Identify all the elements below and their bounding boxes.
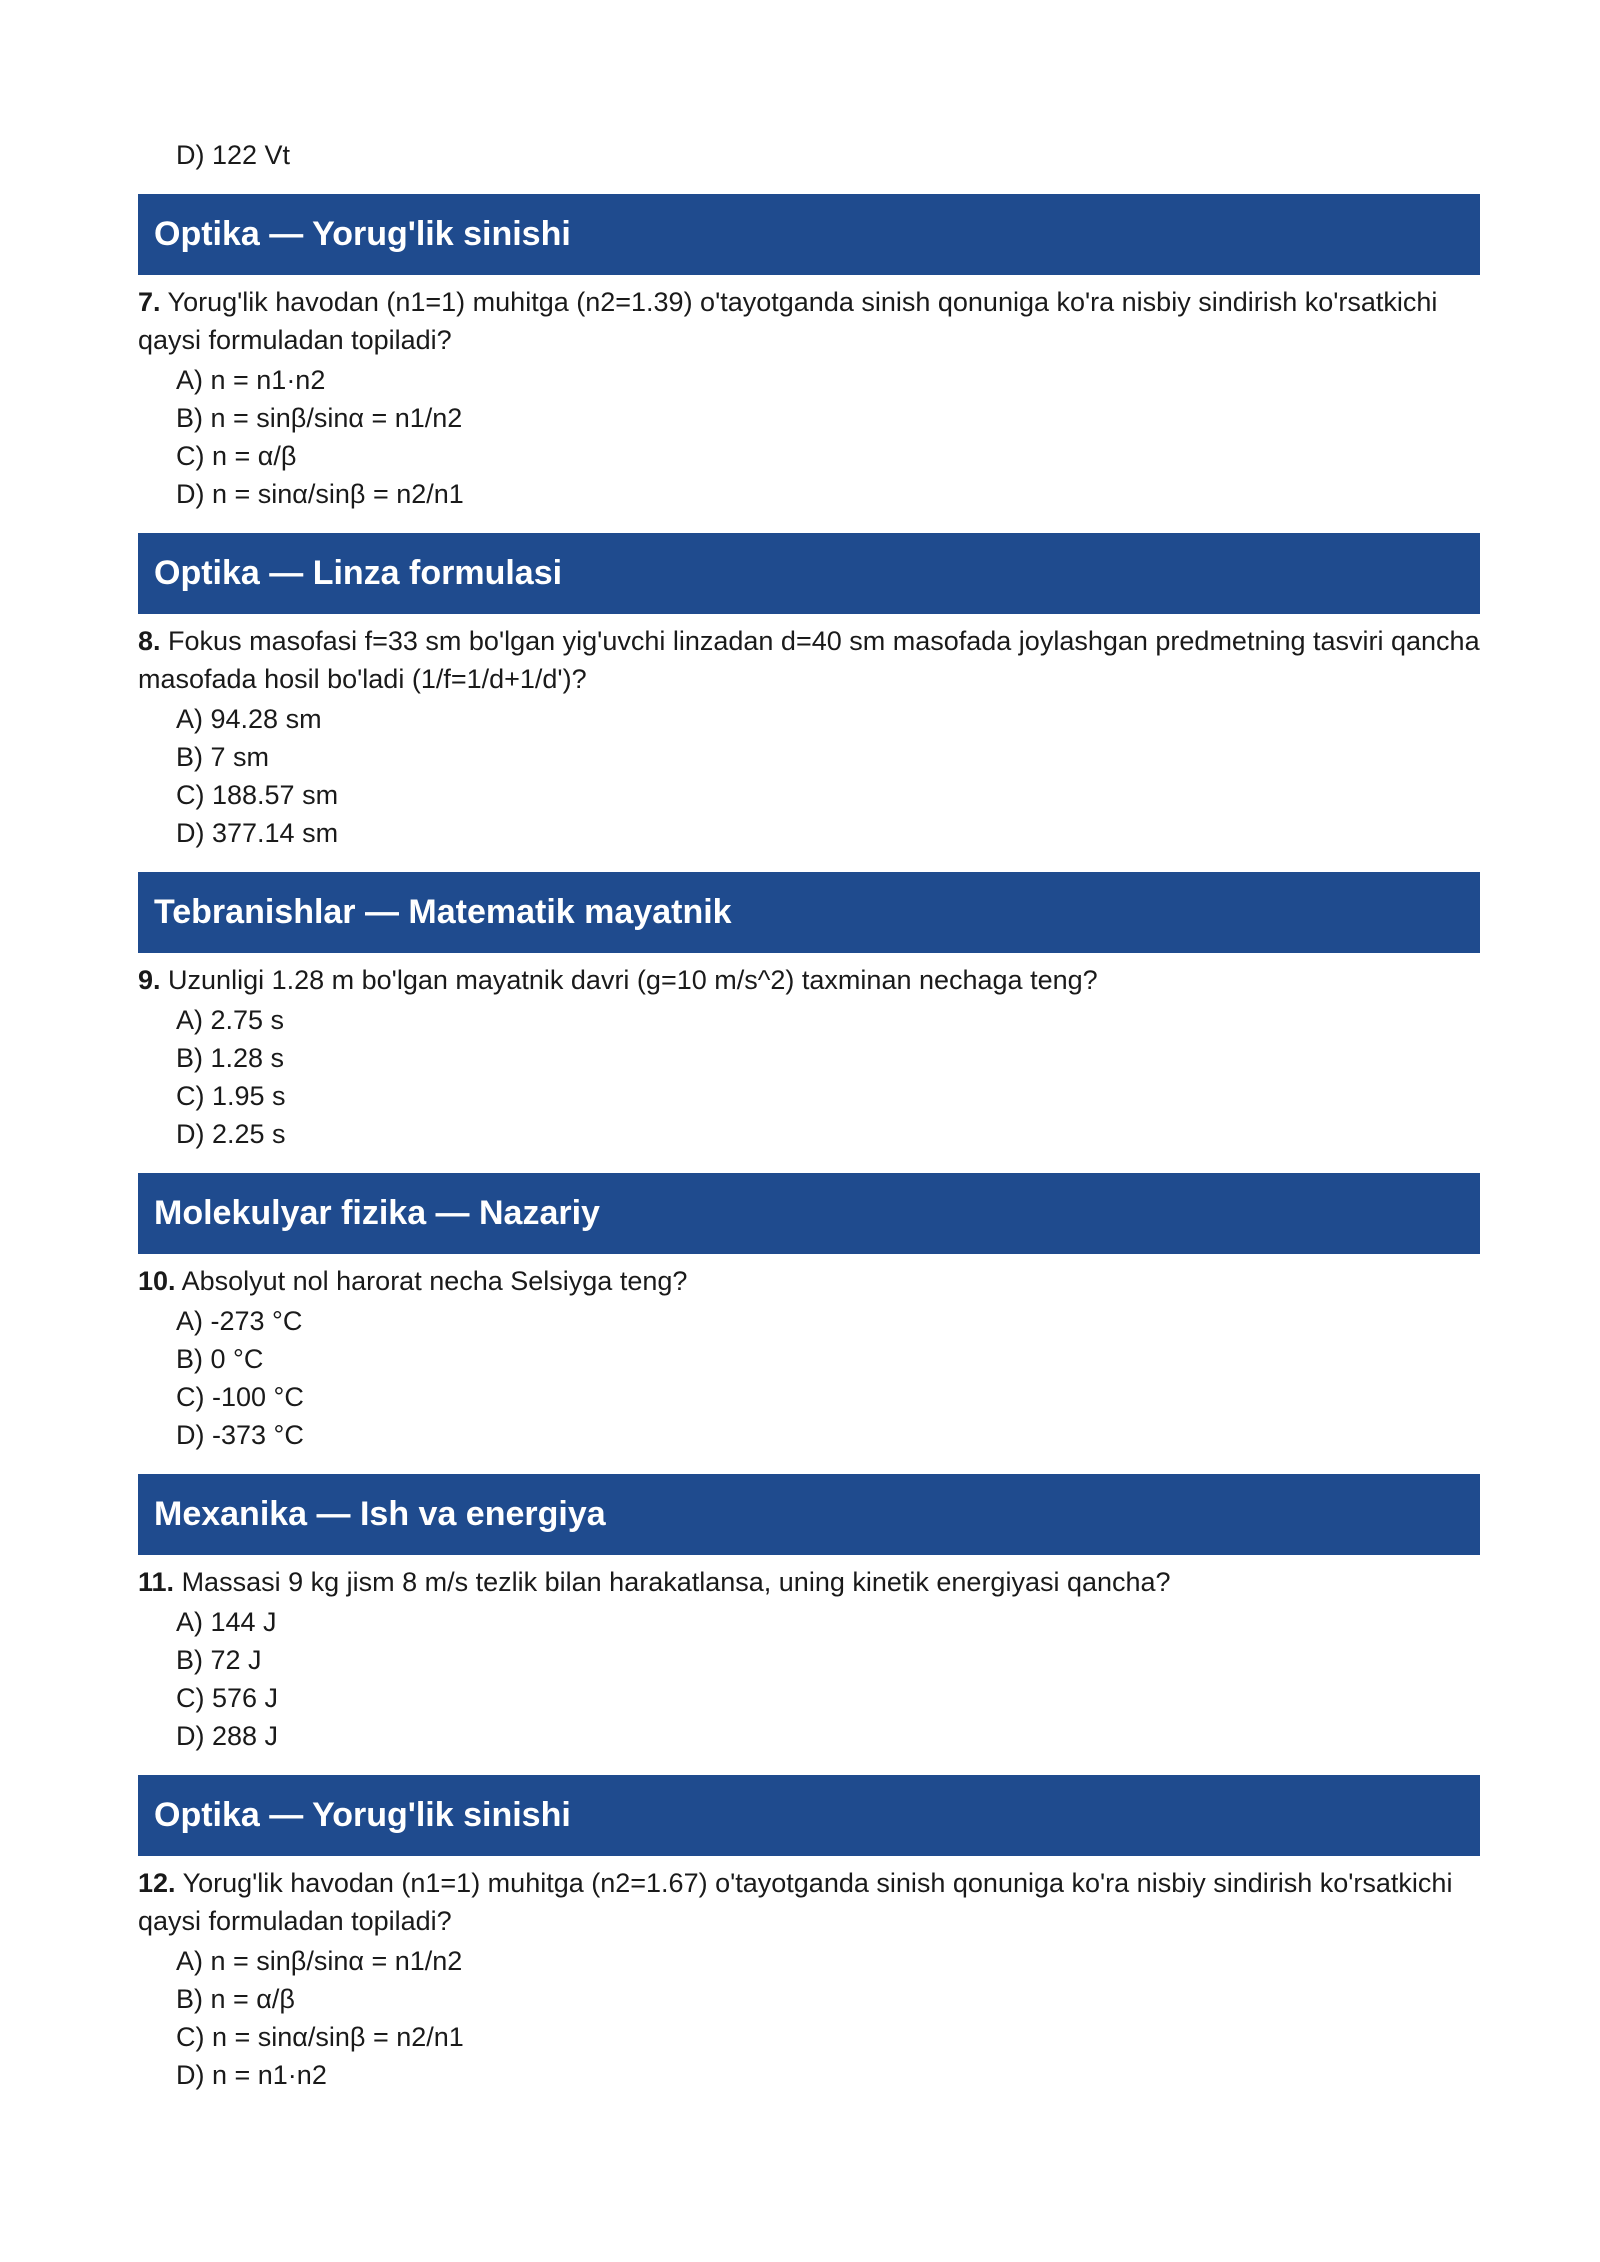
answer-options	[138, 361, 1480, 513]
question-body: Absolyut nol harorat necha Selsiyga teng?	[181, 1266, 688, 1296]
question-block	[138, 194, 1480, 513]
answer-option: C) n = sinα/sinβ = n2/n1	[176, 2022, 464, 2052]
answer-option: B) 7 sm	[176, 742, 270, 772]
answer-option: D) n = n1·n2	[176, 2060, 327, 2090]
answer-option: A) 144 J	[176, 1607, 277, 1637]
question-body: Uzunligi 1.28 m bo'lgan mayatnik davri (g=10 m/s^2) taxminan nechaga teng?	[168, 965, 1098, 995]
answer-option: D) n = sinα/sinβ = n2/n1	[176, 479, 464, 509]
answer-option: B) n = α/β	[176, 1984, 295, 2014]
answer-option: B) n = sinβ/sinα = n1/n2	[176, 403, 463, 433]
question-text	[138, 283, 1480, 359]
answer-option: A) 2.75 s	[176, 1005, 285, 1035]
answer-option: A) n = sinβ/sinα = n1/n2	[176, 1946, 463, 1976]
answer-option: A) n = n1·n2	[176, 365, 326, 395]
question-body: Yorug'lik havodan (n1=1) muhitga (n2=1.39) o'tayotganda sinish qonuniga ko'ra nisbiy sindirish ko'rsatkichi qaysi formuladan topiladi?	[138, 287, 1438, 355]
document-page	[138, 136, 1480, 2114]
question-block	[138, 1474, 1480, 1755]
answer-option: A) -273 °C	[176, 1306, 303, 1336]
question-text	[138, 1563, 1480, 1601]
question-number: 7.	[138, 287, 161, 317]
question-number: 9.	[138, 965, 161, 995]
section-header: Optika — Yorug'lik sinishi	[138, 1775, 1480, 1856]
section-header: Mexanika — Ish va energiya	[138, 1474, 1480, 1555]
answer-option: B) 72 J	[176, 1645, 262, 1675]
question-body: Fokus masofasi f=33 sm bo'lgan yig'uvchi linzadan d=40 sm masofada joylashgan predmetning tasviri qancha masofada hosil bo'ladi (1/f=1/d+1/d')?	[138, 626, 1480, 694]
answer-option: C) n = α/β	[176, 441, 297, 471]
section-header: Optika — Yorug'lik sinishi	[138, 194, 1480, 275]
question-block	[138, 1173, 1480, 1454]
answer-options	[138, 1942, 1480, 2094]
answer-option: B) 0 °C	[176, 1344, 264, 1374]
question-block	[138, 533, 1480, 852]
answer-option: D) -373 °C	[176, 1420, 304, 1450]
question-block	[138, 1775, 1480, 2094]
answer-option: D) 288 J	[176, 1721, 279, 1751]
answer-option: C) 576 J	[176, 1683, 279, 1713]
section-header: Optika — Linza formulasi	[138, 533, 1480, 614]
answer-options	[138, 700, 1480, 852]
answer-options	[138, 1302, 1480, 1454]
question-number: 10.	[138, 1266, 176, 1296]
answer-option: D) 122 Vt	[176, 140, 291, 170]
answer-option: C) 188.57 sm	[176, 780, 339, 810]
answer-option: D) 2.25 s	[176, 1119, 286, 1149]
answer-option: C) 1.95 s	[176, 1081, 286, 1111]
question-number: 8.	[138, 626, 161, 656]
question-text	[138, 622, 1480, 698]
answer-option: A) 94.28 sm	[176, 704, 322, 734]
answer-option: C) -100 °C	[176, 1382, 304, 1412]
question-text	[138, 1864, 1480, 1940]
section-header: Tebranishlar — Matematik mayatnik	[138, 872, 1480, 953]
answer-option: B) 1.28 s	[176, 1043, 285, 1073]
answer-options	[138, 1603, 1480, 1755]
question-block	[138, 872, 1480, 1153]
question-body: Massasi 9 kg jism 8 m/s tezlik bilan harakatlansa, uning kinetik energiyasi qancha?	[181, 1567, 1171, 1597]
answer-option: D) 377.14 sm	[176, 818, 339, 848]
question-number: 11.	[138, 1567, 175, 1597]
section-header: Molekulyar fizika — Nazariy	[138, 1173, 1480, 1254]
question-number: 12.	[138, 1868, 176, 1898]
question-body: Yorug'lik havodan (n1=1) muhitga (n2=1.67) o'tayotganda sinish qonuniga ko'ra nisbiy sindirish ko'rsatkichi qaysi formuladan topiladi?	[138, 1868, 1453, 1936]
answer-options	[138, 1001, 1480, 1153]
question-text	[138, 961, 1480, 999]
question-text	[138, 1262, 1480, 1300]
